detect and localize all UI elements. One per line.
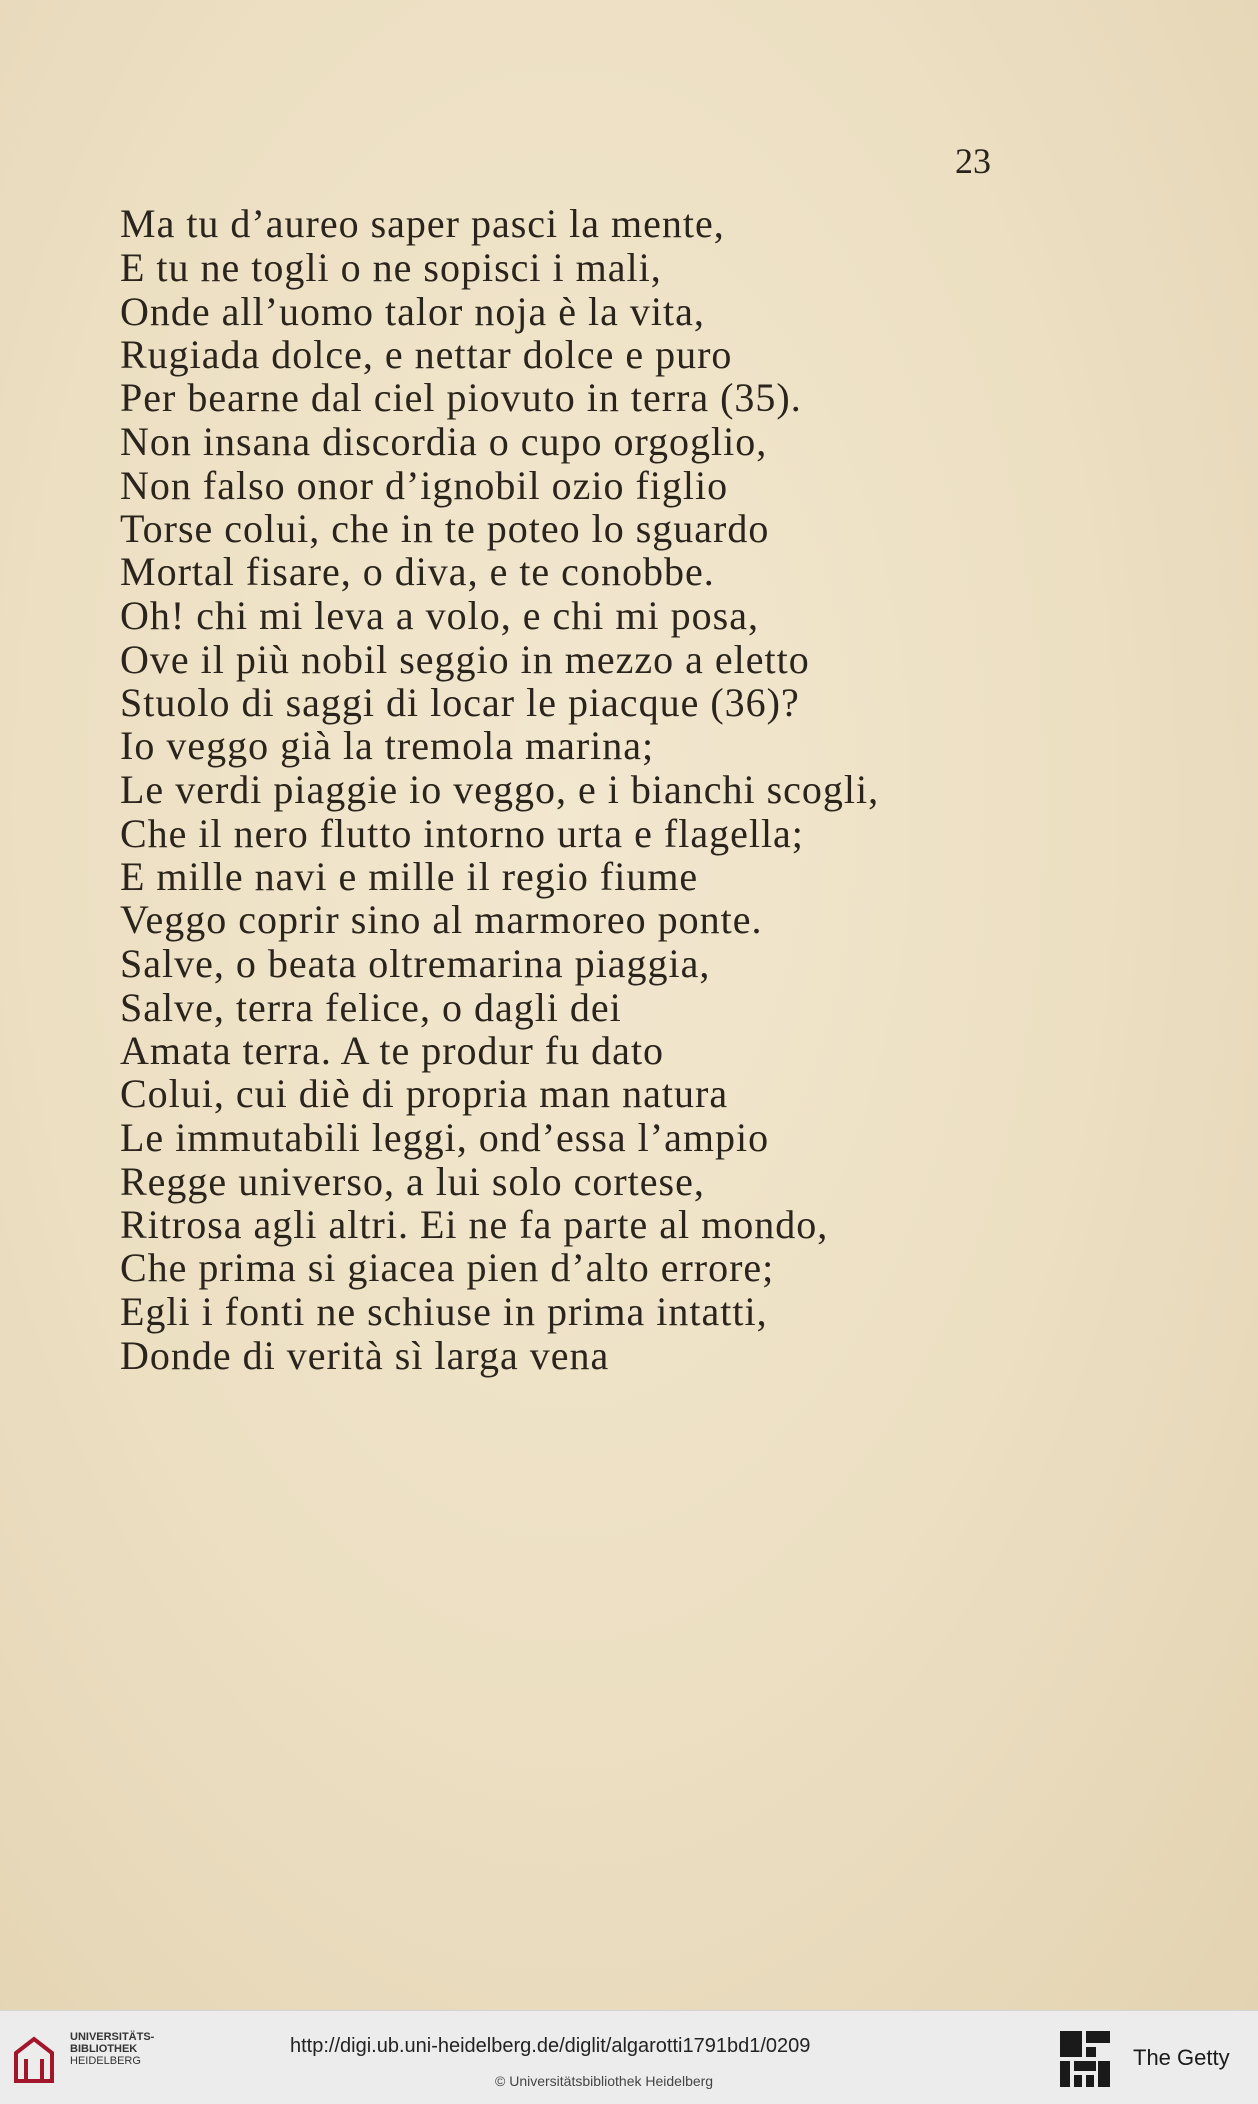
permalink-url[interactable]: http://digi.ub.uni-heidelberg.de/diglit/algarotti1791bd1/0209 (290, 2035, 811, 2057)
poem-line: Veggo coprir sino al marmoreo ponte. (120, 897, 763, 942)
poem-line: Regge universo, a lui solo cortese, (120, 1159, 705, 1204)
poem-line: Le immutabili leggi, ond’essa l’ampio (120, 1115, 770, 1160)
copyright-notice: © Universitätsbibliothek Heidelberg (495, 2073, 714, 2089)
poem-line: Non insana discordia o cupo orgoglio, (120, 419, 768, 464)
poem-line: Che il nero flutto intorno urta e flagella; (120, 811, 804, 856)
poem-line: Salve, terra felice, o dagli dei (120, 985, 622, 1030)
poem-line: Io veggo già la tremola marina; (120, 723, 655, 768)
poem-line: Mortal fisare, o diva, e te conobbe. (120, 549, 715, 594)
page-number: 23 (955, 141, 991, 181)
poem-line: Colui, cui diè di propria man natura (120, 1071, 729, 1116)
poem-line: E mille navi e mille il regio fiume (120, 854, 699, 899)
poem-line: Donde di verità sì larga vena (120, 1333, 610, 1378)
poem-line: Per bearne dal ciel piovuto in terra (35). (120, 375, 802, 420)
getty-logo-icon (1058, 2029, 1112, 2091)
poem-line: Stuolo di saggi di locar le piacque (36)? (120, 680, 800, 725)
library-name-line: BIBLIOTHEK (70, 2043, 138, 2055)
poem-line: Egli i fonti ne schiuse in prima intatti, (120, 1289, 768, 1334)
poem-line: Oh! chi mi leva a volo, e chi mi posa, (120, 593, 759, 638)
poem-line: Ma tu d’aureo saper pasci la mente, (120, 201, 725, 246)
poem-line: Non falso onor d’ignobil ozio figlio (120, 463, 729, 508)
poem-line: Ritrosa agli altri. Ei ne fa parte al mondo, (120, 1202, 829, 1247)
poem-line: Ove il più nobil seggio in mezzo a eletto (120, 637, 810, 682)
poem-line: Onde all’uomo talor noja è la vita, (120, 289, 705, 334)
poem-line: Che prima si giacea pien d’alto errore; (120, 1245, 775, 1290)
poem-line: Le verdi piaggie io veggo, e i bianchi scogli, (120, 767, 880, 812)
library-name-line: UNIVERSITÄTS- (70, 2031, 155, 2043)
library-name-line: HEIDELBERG (70, 2055, 141, 2067)
footer-bar (0, 2010, 1258, 2104)
poem-line: Torse colui, che in te poteo lo sguardo (120, 506, 770, 551)
university-library-name (70, 2031, 154, 2067)
poem-line: E tu ne togli o ne sopisci i mali, (120, 245, 662, 290)
getty-label: The Getty (1133, 2045, 1230, 2070)
university-library-logo-icon (12, 2033, 56, 2085)
poem-line: Salve, o beata oltremarina piaggia, (120, 941, 711, 986)
poem-line: Rugiada dolce, e nettar dolce e puro (120, 332, 733, 377)
poem-line: Amata terra. A te produr fu dato (120, 1028, 665, 1073)
